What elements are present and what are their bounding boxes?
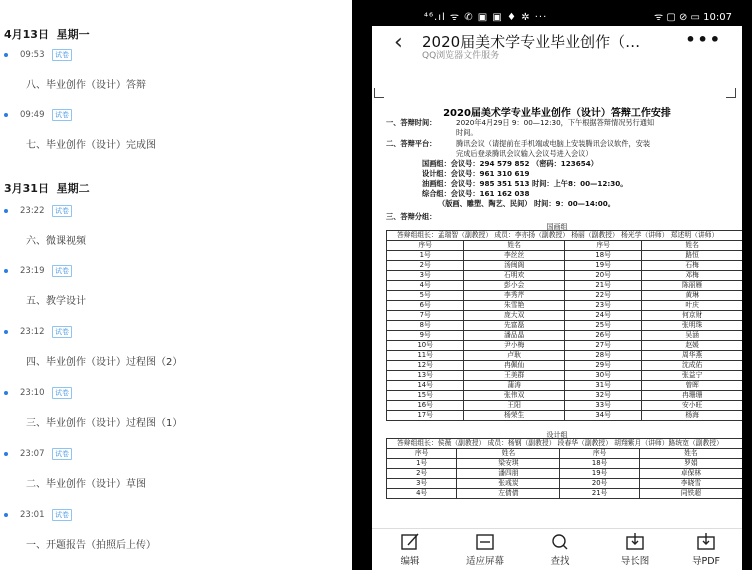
edit-button[interactable]: 编辑 (380, 533, 440, 567)
student-name-cell: 彭小会 (464, 281, 565, 291)
student-name-cell: 庞大双 (464, 311, 565, 321)
table-row (387, 281, 743, 291)
student-name-cell: 潘四朋 (457, 469, 560, 479)
student-name-cell: 同铁超 (639, 489, 742, 499)
section-label: 二、答辩平台： (386, 139, 437, 148)
table-row (387, 291, 743, 301)
group-name: 国画组 (546, 223, 568, 231)
fit-screen-icon (455, 533, 515, 551)
list-item[interactable]: 23:10 试卷 三、毕业创作（设计）过程图（1） (0, 388, 352, 438)
doc-text: 时间。 (456, 128, 478, 137)
list-item-title[interactable]: 二、毕业创作（设计）草图 (26, 479, 146, 490)
seat-number-cell: 34号 (564, 411, 641, 421)
type-badge: 试卷 (52, 205, 72, 217)
bottom-toolbar (372, 528, 742, 570)
timeline-dot (4, 452, 8, 456)
seat-number-cell: 20号 (564, 271, 641, 281)
seat-number-cell: 6号 (387, 301, 464, 311)
status-icons-left: ⁴⁶.ıl ᯤ ✆ ▣ ▣ ♦ ✲ ··· (424, 12, 548, 23)
screen-edge (742, 0, 752, 570)
student-name-cell: 石梅 (642, 261, 742, 271)
student-name-cell: 罗娟 (639, 459, 742, 469)
list-item-title[interactable]: 四、毕业创作（设计）过程图（2） (26, 357, 183, 368)
student-name-cell: 朱雪艳 (464, 301, 565, 311)
seat-number-cell: 30号 (564, 371, 641, 381)
page-corner-mark (374, 88, 384, 98)
type-badge: 试卷 (52, 448, 72, 460)
doc-heading: 2020届美术学专业毕业创作（设计）答辩工作安排 (443, 108, 671, 119)
student-name-cell: 叶庆 (642, 301, 742, 311)
edit-icon (380, 533, 440, 551)
seat-number-cell: 13号 (387, 371, 464, 381)
student-name-cell: 张伟双 (464, 391, 565, 401)
student-name-cell: 邓梅 (642, 271, 742, 281)
seat-number-cell: 3号 (387, 271, 464, 281)
timeline-dot (4, 209, 8, 213)
seat-number-cell: 23号 (564, 301, 641, 311)
table-row (387, 301, 743, 311)
phone-screen (372, 0, 742, 570)
doc-text: 完成后登录腾讯会议输入会议号进入会议） (456, 149, 593, 158)
document-page (372, 88, 742, 528)
table-row (387, 381, 743, 391)
day-header-2: 3月31日 星期二 (4, 182, 90, 195)
seat-number-cell: 9号 (387, 331, 464, 341)
seat-number-cell: 3号 (387, 479, 457, 489)
table-row (387, 271, 743, 281)
assignment-list (0, 0, 352, 570)
list-item-title[interactable]: 六、微课视频 (26, 236, 86, 247)
search-icon (530, 533, 590, 551)
seat-number-cell: 15号 (387, 391, 464, 401)
seat-number-cell: 31号 (564, 381, 641, 391)
timeline-dot (4, 113, 8, 117)
type-badge: 试卷 (52, 509, 72, 521)
student-name-cell: 李晓雪 (639, 479, 742, 489)
student-name-cell: 安小旺 (642, 401, 742, 411)
student-name-cell: 左倩倩 (457, 489, 560, 499)
student-name-cell: 杨海 (642, 411, 742, 421)
group-table-1: 答辩组组长：孟瑞智（副教授） 成员：李亦扬（副教授） 杨丽（副教授） 杨光学（讲师） 郑述明（讲师） 序号 姓名 序号 姓名 1号 李丝丝 18号 路恒 2号 汤闽阁 19号 石梅 3号 石明欢 20号 邓梅 4号 彭小会 21号 陈丽雁 5号 李秀芹 22号 黄琳 6号 朱雪艳 23号 叶庆 7号 庞大双 24号 何京财 8号 先富磊 25号 张明珠 9号 潘品晶 26号 吴涵 10号 尹小梅 27号 赵媛 11号 卢耿 28号 周华燕 12号 冉佩仙 29号 沈成佑 13号 王美群 30号 张益宁 14号 蒲涛 31号 曾晖 15号 张伟双 32号 冉珊珊 16号 王阳 33号 安小旺 17号 杨荣生 34号 杨海 (386, 230, 742, 421)
seat-number-cell: 33号 (564, 401, 641, 411)
seat-number-cell: 12号 (387, 361, 464, 371)
section-label: 三、答辩分组： (386, 212, 437, 221)
more-menu-icon[interactable]: ••• (685, 30, 722, 49)
table-row (387, 411, 743, 421)
seat-number-cell: 28号 (564, 351, 641, 361)
type-badge: 试卷 (52, 387, 72, 399)
seat-number-cell: 10号 (387, 341, 464, 351)
student-name-cell: 李丝丝 (464, 251, 565, 261)
seat-number-cell: 22号 (564, 291, 641, 301)
list-item[interactable]: 23:07 试卷 二、毕业创作（设计）草图 (0, 449, 352, 499)
list-item[interactable]: 09:53 试卷 八、毕业创作（设计）答辩 (0, 50, 352, 100)
list-item[interactable]: 09:49 试卷 七、毕业创作（设计）完成图 (0, 110, 352, 160)
seat-number-cell: 1号 (387, 251, 464, 261)
meeting-line: 综合组：会议号：161 162 038 (422, 189, 530, 198)
student-name-cell: 蒲涛 (464, 381, 565, 391)
page-corner-mark (726, 88, 736, 98)
student-name-cell: 赵媛 (642, 341, 742, 351)
list-item[interactable]: 23:19 试卷 五、教学设计 (0, 266, 352, 316)
type-badge: 试卷 (52, 326, 72, 338)
section-label: 一、答辩时间： (386, 118, 437, 127)
meeting-line: （版画、雕塑、陶艺、民间） 时间：9：00—14:00。 (438, 199, 615, 208)
student-name-cell: 石明欢 (464, 271, 565, 281)
status-icons-right: ᯤ ▢ ⊘ ▭ 10:07 (654, 12, 732, 23)
list-item-title[interactable]: 七、毕业创作（设计）完成图 (26, 140, 156, 151)
export-image-icon (605, 533, 665, 551)
student-name-cell: 卢耿 (464, 351, 565, 361)
doc-text: 2020年4月29日 9：00—12:30，下午根据答辩情况另行通知 (456, 118, 655, 127)
group-1-rows (387, 251, 743, 421)
student-name-cell: 汤闽阁 (464, 261, 565, 271)
table-row (387, 331, 743, 341)
seat-number-cell: 20号 (560, 479, 639, 489)
document-source: QQ浏览器文件服务 (422, 51, 500, 61)
list-item-title[interactable]: 一、开题报告（拍照后上传） (26, 540, 156, 551)
group-name: 设计组 (546, 431, 568, 439)
student-name-cell: 吴涵 (642, 331, 742, 341)
day-header-1: 4月13日 星期一 (4, 28, 90, 41)
type-badge: 试卷 (52, 265, 72, 277)
list-item-title[interactable]: 八、毕业创作（设计）答辩 (26, 80, 146, 91)
table-row (387, 469, 743, 479)
table-row (387, 261, 743, 271)
seat-number-cell: 7号 (387, 311, 464, 321)
export-pdf-icon (676, 533, 736, 551)
table-row (387, 479, 743, 489)
seat-number-cell: 24号 (564, 311, 641, 321)
student-name-cell: 张彧炭 (457, 479, 560, 489)
student-name-cell: 先富磊 (464, 321, 565, 331)
student-name-cell: 何京财 (642, 311, 742, 321)
seat-number-cell: 19号 (564, 261, 641, 271)
timeline-dot (4, 513, 8, 517)
export-image-button[interactable]: 导长图 (605, 533, 665, 567)
timeline-dot (4, 330, 8, 334)
list-item[interactable]: 23:12 试卷 四、毕业创作（设计）过程图（2） (0, 327, 352, 377)
seat-number-cell: 14号 (387, 381, 464, 391)
group-2-rows (387, 459, 743, 499)
meeting-line: 油画组：会议号：985 351 513 时间：上午8：00—12:30。 (422, 179, 628, 188)
seat-number-cell: 8号 (387, 321, 464, 331)
export-pdf-button[interactable]: 导PDF (676, 533, 736, 567)
student-name-cell: 尹小梅 (464, 341, 565, 351)
timeline-dot (4, 53, 8, 57)
student-name-cell: 杨荣生 (464, 411, 565, 421)
student-name-cell: 黄琳 (642, 291, 742, 301)
table-row (387, 391, 743, 401)
group-leader: 答辩组组长：孟瑞智（副教授） 成员：李亦扬（副教授） 杨丽（副教授） 杨光学（讲师） 郑述明（讲师） (387, 231, 743, 241)
seat-number-cell: 21号 (560, 489, 639, 499)
student-name-cell: 卓保林 (639, 469, 742, 479)
seat-number-cell: 16号 (387, 401, 464, 411)
table-row (387, 351, 743, 361)
app-bar (372, 26, 742, 64)
seat-number-cell: 26号 (564, 331, 641, 341)
seat-number-cell: 11号 (387, 351, 464, 361)
meeting-line: 国画组：会议号：294 579 852 （密码：123654） (422, 159, 598, 168)
student-name-cell: 李秀芹 (464, 291, 565, 301)
seat-number-cell: 2号 (387, 261, 464, 271)
timeline-dot (4, 269, 8, 273)
student-name-cell: 周华燕 (642, 351, 742, 361)
student-name-cell: 张明珠 (642, 321, 742, 331)
timeline-dot (4, 391, 8, 395)
table-row (387, 361, 743, 371)
list-item-title[interactable]: 三、毕业创作（设计）过程图（1） (26, 418, 183, 429)
seat-number-cell: 17号 (387, 411, 464, 421)
table-row (387, 459, 743, 469)
student-name-cell: 张益宁 (642, 371, 742, 381)
seat-number-cell: 4号 (387, 281, 464, 291)
document-title: 2020届美术学专业毕业创作（… (422, 33, 641, 51)
table-row (387, 311, 743, 321)
seat-number-cell: 29号 (564, 361, 641, 371)
fit-screen-button[interactable]: 适应屏幕 (455, 533, 515, 567)
search-button[interactable]: 查找 (530, 533, 590, 567)
student-name-cell: 冉珊珊 (642, 391, 742, 401)
student-name-cell: 王美群 (464, 371, 565, 381)
table-row (387, 401, 743, 411)
list-item-title[interactable]: 五、教学设计 (26, 296, 86, 307)
seat-number-cell: 21号 (564, 281, 641, 291)
seat-number-cell: 5号 (387, 291, 464, 301)
seat-number-cell: 27号 (564, 341, 641, 351)
seat-number-cell: 32号 (564, 391, 641, 401)
table-row (387, 321, 743, 331)
meeting-line: 设计组：会议号：961 310 619 (422, 169, 530, 178)
seat-number-cell: 2号 (387, 469, 457, 479)
student-name-cell: 梁安琪 (457, 459, 560, 469)
student-name-cell: 冉佩仙 (464, 361, 565, 371)
student-name-cell: 潘品晶 (464, 331, 565, 341)
type-badge: 试卷 (52, 49, 72, 61)
student-name-cell: 王阳 (464, 401, 565, 411)
student-name-cell: 路恒 (642, 251, 742, 261)
list-item[interactable]: 23:01 试卷 一、开题报告（拍照后上传） (0, 510, 352, 560)
doc-text: 腾讯会议（请提前在手机端或电脑上安装腾讯会议软件，安装 (456, 139, 651, 148)
table-row (387, 251, 743, 261)
seat-number-cell: 18号 (560, 459, 639, 469)
student-name-cell: 陈丽雁 (642, 281, 742, 291)
group-leader: 答辩组组长：侯薇（副教授） 成员：杨钢（副教授） 段春华（副教授） 胡翔紫月（讲师）路统宽（副教授） (387, 439, 743, 449)
seat-number-cell: 18号 (564, 251, 641, 261)
student-name-cell: 曾晖 (642, 381, 742, 391)
group-table-2: 答辩组组长：侯薇（副教授） 成员：杨钢（副教授） 段春华（副教授） 胡翔紫月（讲师）路统宽（副教授） 序号 姓名 序号 姓名 1号 梁安琪 18号 罗娟 2号 潘四朋 19号 卓保林 3号 张彧炭 20号 李晓雪 4号 左倩倩 21号 同铁超 (386, 438, 742, 499)
type-badge: 试卷 (52, 109, 72, 121)
table-row (387, 341, 743, 351)
back-arrow-icon[interactable]: ‹ (394, 30, 403, 55)
seat-number-cell: 25号 (564, 321, 641, 331)
seat-number-cell: 1号 (387, 459, 457, 469)
student-name-cell: 沈成佑 (642, 361, 742, 371)
table-row (387, 489, 743, 499)
seat-number-cell: 19号 (560, 469, 639, 479)
table-row (387, 371, 743, 381)
divider (352, 0, 372, 570)
seat-number-cell: 4号 (387, 489, 457, 499)
list-item[interactable]: 23:22 试卷 六、微课视频 (0, 206, 352, 256)
